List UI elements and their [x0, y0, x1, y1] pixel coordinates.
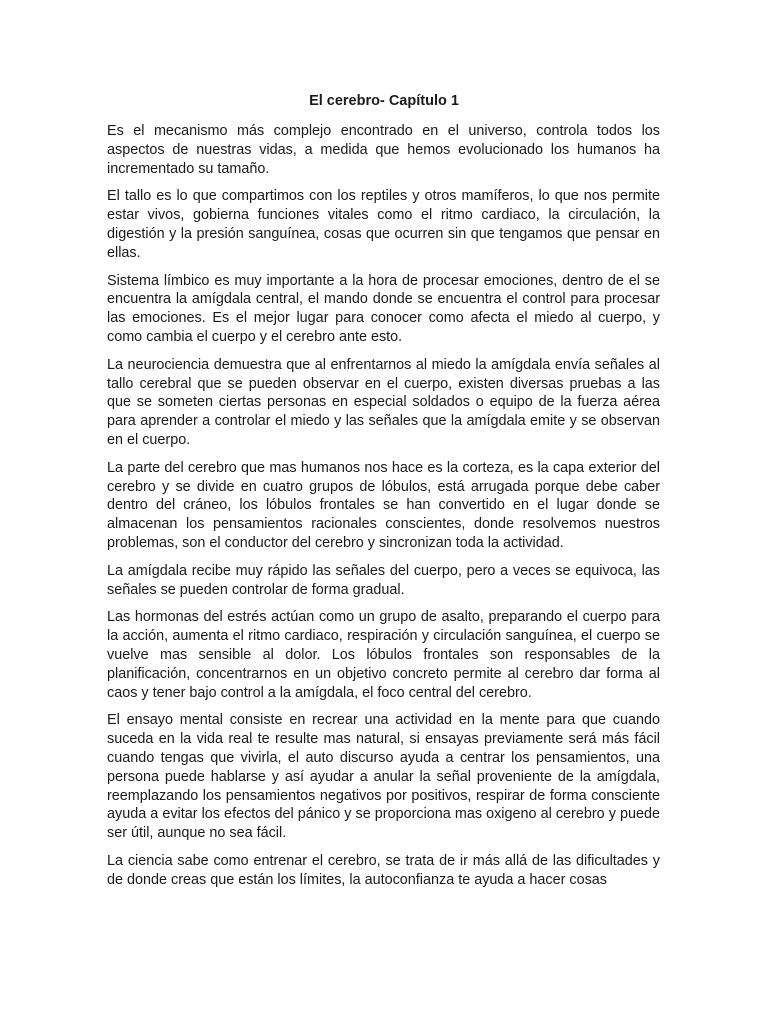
- paragraph: La neurociencia demuestra que al enfrentarnos al miedo la amígdala envía señales al tallo cerebral que se pueden observar en el cuerpo, existen diversas pruebas a las que se someten ciertas personas en especial soldados o equipo de la fuerza aérea para aprender a controlar el miedo y las señales que la amígdala emite y se observan en el cuerpo.: [107, 356, 660, 448]
- paragraph: Sistema límbico es muy importante a la hora de procesar emociones, dentro de el se encuentra la amígdala central, el mando donde se encuentra el control para procesar las emociones. Es el mejor lugar para conocer como afecta el miedo al cuerpo, y como cambia el cuerpo y el cerebro ante esto.: [107, 272, 660, 345]
- document-body: [107, 122, 660, 898]
- paragraph: La ciencia sabe como entrenar el cerebro, se trata de ir más allá de las dificultades y de donde creas que están los límites, la autoconfianza te ayuda a hacer cosas: [107, 852, 660, 888]
- paragraph: La amígdala recibe muy rápido las señales del cuerpo, pero a veces se equivoca, las señales se pueden controlar de forma gradual.: [107, 562, 660, 598]
- paragraph: El tallo es lo que compartimos con los reptiles y otros mamíferos, lo que nos permite estar vivos, gobierna funciones vitales como el ritmo cardiaco, la circulación, la digestión y la presión sanguínea, cosas que ocurren sin que tengamos que pensar en ellas.: [107, 188, 660, 261]
- document-title: El cerebro- Capítulo 1: [309, 93, 459, 109]
- paragraph: El ensayo mental consiste en recrear una actividad en la mente para que cuando suceda en la vida real te resulte mas natural, si ensayas previamente será más fácil cuando tengas que vivirla, el auto discurso ayuda a centrar los pensamientos, una persona puede hablarse y así ayudar a anular la señal proveniente de la amígdala, reemplazando los pensamientos negativos por positivos, respirar de forma consciente ayuda a evitar los efectos del pánico y se proporciona mas oxigeno al cerebro y puede ser útil, aunque no sea fácil.: [107, 712, 660, 842]
- paragraph: Es el mecanismo más complejo encontrado en el universo, controla todos los aspectos de nuestras vidas, a medida que hemos evolucionado los humanos ha incrementado su tamaño.: [107, 123, 660, 177]
- paragraph: La parte del cerebro que mas humanos nos hace es la corteza, es la capa exterior del cerebro y se divide en cuatro grupos de lóbulos, está arrugada porque debe caber dentro del cráneo, los lóbulos frontales se han convertido en el lugar donde se almacenan los pensamientos racionales conscientes, donde resolvemos nuestros problemas, son el conductor del cerebro y sincronizan toda la actividad.: [107, 459, 660, 551]
- paragraph: Las hormonas del estrés actúan como un grupo de asalto, preparando el cuerpo para la acción, aumenta el ritmo cardiaco, respiración y circulación sanguínea, el cuerpo se vuelve mas sensible al dolor. Los lóbulos frontales son responsables de la planificación, concentrarnos en un objetivo concreto permite al cerebro dar forma al caos y tener bajo control a la amígdala, el foco central del cerebro.: [107, 609, 660, 701]
